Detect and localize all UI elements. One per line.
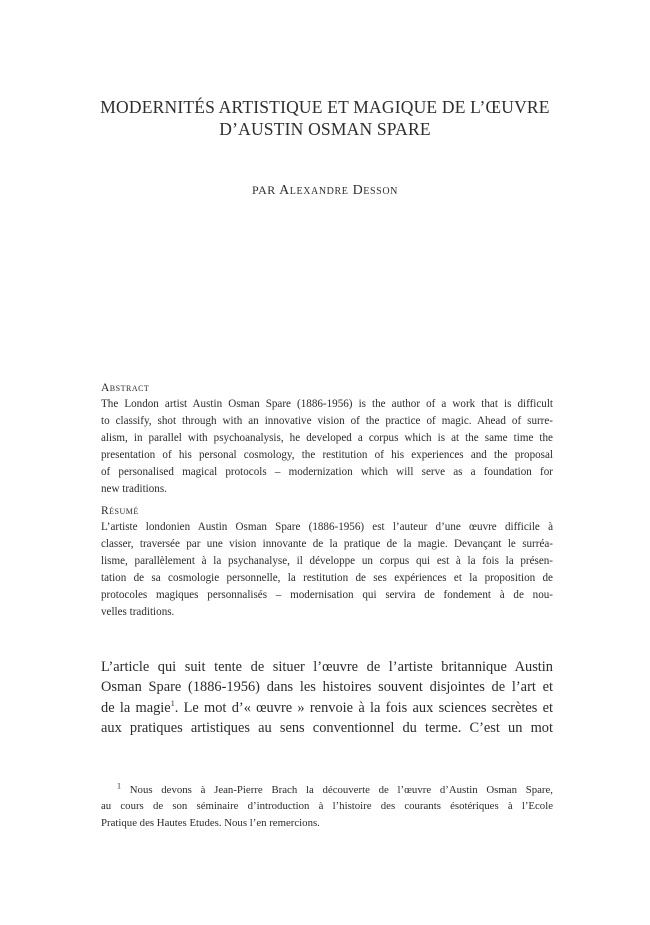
title-line-1: MODERNITÉS ARTISTIQUE ET MAGIQUE DE L’ŒUVRE bbox=[100, 97, 550, 117]
abstract-line: of personalised magical protocols – modernization which will serve as a foundation for bbox=[101, 466, 553, 479]
abstract-line: to classify, shot through with an innovative vision of the practice of magic. Ahead of surre- bbox=[101, 415, 553, 428]
body-line: L’article qui suit tente de situer l’œuvre de l’artiste britannique Austin bbox=[101, 659, 553, 675]
footnote-line: au cours de son séminaire d’introduction à l’histoire des courants ésotériques à l’Ecole bbox=[101, 800, 553, 813]
resume-line: protocoles magiques personnalisés – modernisation qui servira de fondement à de nou- bbox=[101, 589, 553, 602]
author-name: Alexandre Desson bbox=[279, 183, 398, 198]
body-line: Osman Spare (1886-1956) dans les histoires souvent disjointes de l’art et bbox=[101, 679, 553, 696]
abstract-section bbox=[101, 380, 553, 499]
body-line: aux pratiques artistiques au sens conventionnel du terme. C’est un mot bbox=[101, 720, 553, 737]
footnote-line: Pratique des Hautes Etudes. Nous l’en remercions. bbox=[101, 816, 320, 829]
body-text-fragment: . Le mot d’« œuvre » renvoie à la fois aux sciences secrètes et bbox=[174, 699, 553, 716]
author-byline bbox=[0, 183, 650, 199]
abstract-line: The London artist Austin Osman Spare (1886-1956) is the author of a work that is difficult bbox=[101, 398, 553, 410]
resume-line: lisme, parallèlement à la psychanalyse, il développe un corpus qui est à la fois la présen- bbox=[101, 555, 553, 568]
abstract-line: presentation of his personal cosmology, the restitution of his experiences and the proposal bbox=[101, 449, 553, 462]
abstract-line: alism, in parallel with psychoanalysis, he developed a corpus which is at the same time the bbox=[101, 432, 553, 445]
abstract-heading: Abstract bbox=[101, 382, 150, 394]
title-line-2: D’AUSTIN OSMAN SPARE bbox=[219, 119, 431, 139]
body-paragraph bbox=[101, 657, 553, 739]
resume-line: tation de sa cosmologie personnelle, la restitution de ses expériences et la proposition de bbox=[101, 572, 553, 585]
body-line bbox=[101, 698, 553, 718]
footnote-line bbox=[101, 782, 553, 798]
resume-line: L’artiste londonien Austin Osman Spare (1886-1956) est l’auteur d’une œuvre difficile à bbox=[101, 521, 553, 533]
footnote-number: 1 bbox=[117, 782, 121, 791]
footnote-reference: 1 bbox=[170, 699, 175, 709]
article-title bbox=[0, 96, 650, 140]
resume-line: classer, traversée par une vision innovante de la pratique de la magie. Devançant le surréa- bbox=[101, 538, 553, 551]
author-prefix: PAR bbox=[252, 183, 276, 197]
footnote-text-fragment: Nous devons à Jean-Pierre Brach la découverte de l’œuvre d’Austin Osman Spare, bbox=[129, 784, 553, 796]
resume-heading: Résumé bbox=[101, 505, 139, 517]
footnote bbox=[101, 782, 553, 831]
resume-section bbox=[101, 503, 553, 622]
resume-line: velles traditions. bbox=[101, 606, 175, 619]
body-text-fragment: de la magie bbox=[101, 699, 171, 716]
abstract-line: new traditions. bbox=[101, 483, 167, 496]
